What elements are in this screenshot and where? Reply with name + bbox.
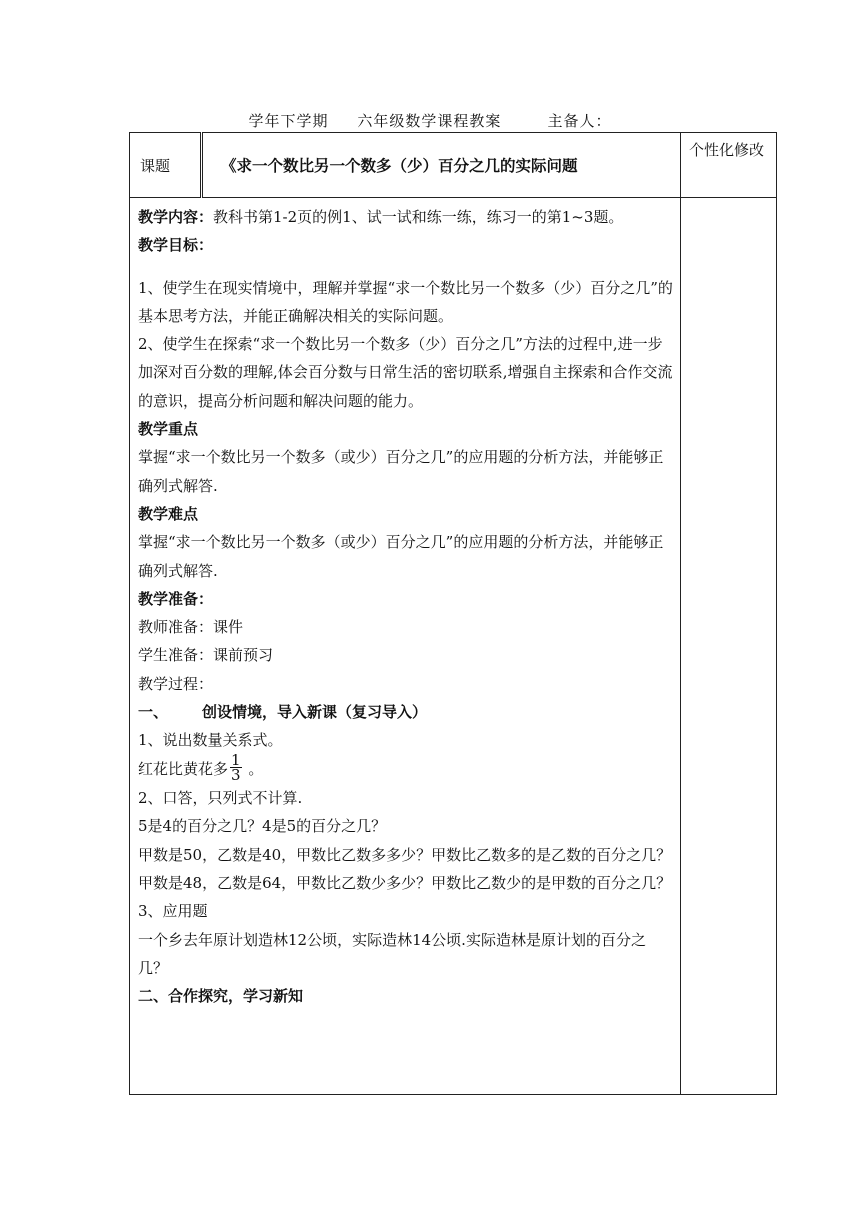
- page-header: [0, 110, 860, 131]
- item-1-example-suffix: 。: [248, 759, 264, 778]
- teaching-content-label: 教学内容：: [138, 208, 214, 226]
- process-heading: 教学过程：: [138, 674, 214, 693]
- section-1-number: 一、: [138, 703, 169, 722]
- objective-1: 1、使学生在现实情境中，理解并掌握“求一个数比另一个数多（少）百分之几”的基本思考方法，并能正确解决相关的实际问题。: [138, 278, 673, 325]
- topic-label: 课题: [130, 133, 202, 198]
- course-title: 六年级数学课程教案: [357, 112, 502, 130]
- objective-2: 2、使学生在探索“求一个数比另一个数多（少）百分之几”方法的过程中,进一步加深对百分数的理解,体会百分数与日常生活的密切联系,增强自主探索和合作交流的意识，提高分析问题和解决问题的能力。: [138, 335, 673, 410]
- question-3: 甲数是48，乙数是64，甲数比乙数少多少？甲数比乙数少的是甲数的百分之几？: [138, 874, 672, 893]
- fraction-denominator: 3: [231, 766, 241, 785]
- lesson-content: [130, 198, 681, 1095]
- personalized-edit-label: 个性化修改: [681, 133, 777, 198]
- section-1-heading: [138, 698, 674, 726]
- teaching-content-text: 教科书第1-2页的例1、试一试和练一练，练习一的第1~3题。: [213, 208, 624, 226]
- item-1-example-prefix: 红花比黄花多: [138, 759, 229, 778]
- question-1: 5是4的百分之几？4是5的百分之几？: [138, 817, 387, 836]
- topic-row: [130, 133, 777, 198]
- fraction-numerator: 1: [231, 751, 241, 770]
- topic-title: 《求一个数比另一个数多（少）百分之几的实际问题: [202, 133, 681, 198]
- item-3: 3、应用题: [138, 902, 208, 921]
- difficulty-heading: 教学难点: [138, 504, 199, 523]
- section-2-heading: 二、合作探究，学习新知: [138, 987, 304, 1006]
- content-row: [130, 198, 777, 1095]
- teacher-preparation: 教师准备：课件: [138, 618, 244, 637]
- personalized-edit-column: [681, 198, 777, 1095]
- key-points-heading: 教学重点: [138, 420, 199, 439]
- item-1: 1、说出数量关系式。: [138, 731, 283, 750]
- objectives-heading: 教学目标：: [138, 236, 214, 255]
- item-1-example: [138, 751, 674, 785]
- item-2: 2、口答，只列式不计算.: [138, 789, 303, 808]
- word-problem: 一个乡去年原计划造林12公顷，实际造林14公顷.实际造林是原计划的百分之几？: [138, 930, 646, 977]
- lesson-plan-table: [129, 132, 777, 1095]
- student-preparation: 学生准备：课前预习: [138, 646, 274, 665]
- preparation-heading: 教学准备：: [138, 589, 214, 608]
- term-label: 学年下学期: [248, 112, 329, 130]
- teaching-content: [138, 203, 674, 231]
- fraction: [230, 751, 242, 785]
- section-1-title: 创设情境，导入新课（复习导入）: [202, 703, 428, 722]
- difficulty-text: 掌握“求一个数比另一个数多（或少）百分之几”的应用题的分析方法，并能够正确列式解答.: [138, 533, 664, 580]
- question-2: 甲数是50，乙数是40，甲数比乙数多多少？甲数比乙数多的是乙数的百分之几？: [138, 845, 672, 864]
- preparer-label: 主备人：: [547, 112, 612, 130]
- key-points-text: 掌握“求一个数比另一个数多（或少）百分之几”的应用题的分析方法，并能够正确列式解答.: [138, 448, 664, 495]
